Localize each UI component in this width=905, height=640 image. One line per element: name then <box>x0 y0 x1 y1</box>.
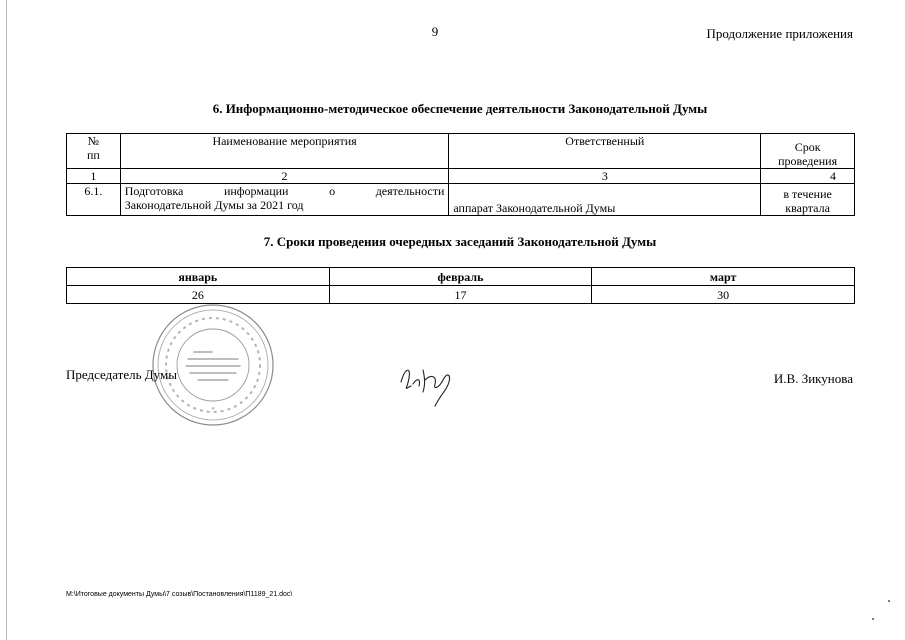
table-header-row <box>67 134 855 169</box>
column-number-cell: 3 <box>449 169 761 184</box>
months-row <box>67 268 855 286</box>
svg-text:*: * <box>211 406 215 414</box>
row-number: 6.1. <box>67 184 121 216</box>
official-seal-stamp <box>150 302 276 428</box>
meeting-dates-table <box>66 267 855 304</box>
day-cell: 30 <box>592 286 855 304</box>
column-header-responsible: Ответственный <box>449 134 761 169</box>
handwritten-signature <box>395 360 461 408</box>
column-number-cell: 4 <box>761 169 855 184</box>
document-file-path: M:\Итоговые документы Думы\7 созыв\Постановления\П1189_21.doc\ <box>66 591 293 598</box>
chairman-name: И.В. Зикунова <box>773 371 853 386</box>
column-header-term: Срок проведения <box>761 134 855 169</box>
month-cell: март <box>592 268 855 286</box>
table-row <box>67 184 855 216</box>
event-term: в течение квартала <box>761 184 855 216</box>
page-edge-line <box>6 0 7 640</box>
section-6-title: 6. Информационно-методическое обеспечение деятельности Законодательной Думы <box>212 101 708 116</box>
month-cell: январь <box>67 268 330 286</box>
column-number-cell: 2 <box>120 169 449 184</box>
section-7-title: 7. Сроки проведения очередных заседаний Законодательной Думы <box>263 234 657 249</box>
column-header-number: № пп <box>67 134 121 169</box>
event-name: Подготовка информации о деятельности Законодательной Думы за 2021 год <box>120 184 449 216</box>
days-row <box>67 286 855 304</box>
section-6-table <box>66 133 855 216</box>
column-header-name: Наименование мероприятия <box>120 134 449 169</box>
day-cell: 17 <box>329 286 592 304</box>
day-cell: 26 <box>67 286 330 304</box>
scan-speck <box>872 618 874 620</box>
continuation-note: Продолжение приложения <box>706 26 853 41</box>
responsible-party: аппарат Законодательной Думы <box>449 184 761 216</box>
page-number: 9 <box>431 24 439 39</box>
column-numbering-row <box>67 169 855 184</box>
scan-speck <box>888 600 890 602</box>
chairman-title: Председатель Думы <box>66 367 177 382</box>
month-cell: февраль <box>329 268 592 286</box>
column-number-cell: 1 <box>67 169 121 184</box>
